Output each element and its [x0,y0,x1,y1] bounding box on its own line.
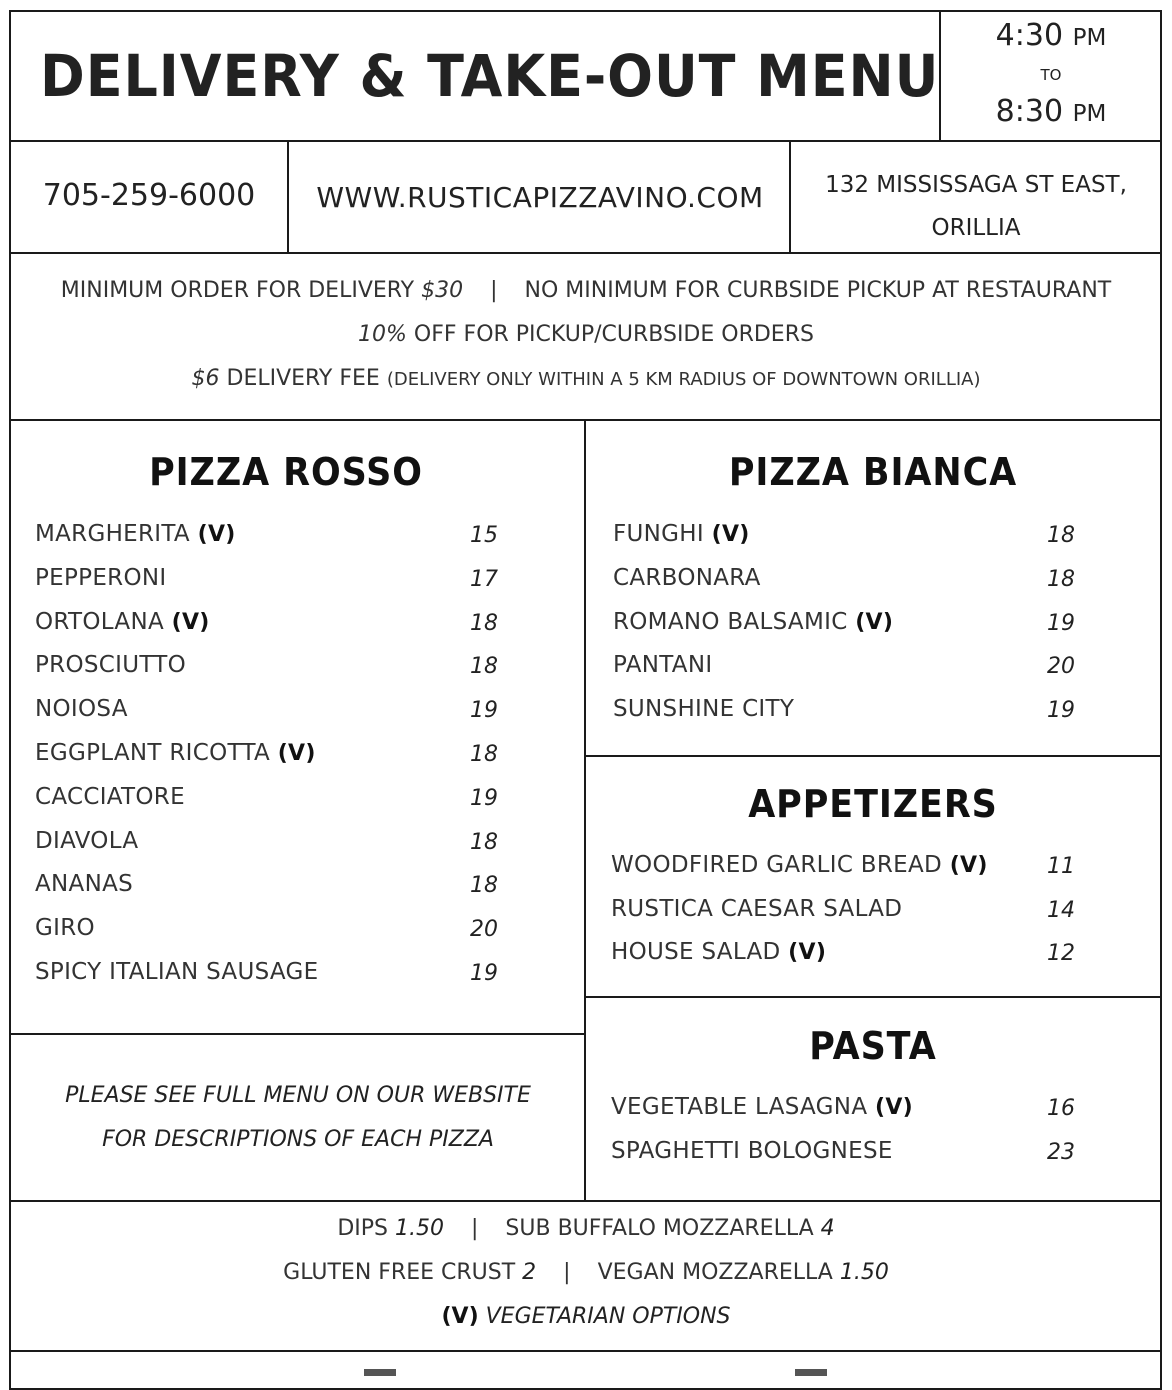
menu-item-price: 18 [470,829,498,855]
divider-appetizers [586,996,1162,998]
menu-item-name: PROSCIUTTO [35,652,187,679]
pizza-rosso-title: PIZZA ROSSO [149,450,423,494]
menu-item [611,1094,913,1120]
menu-item-name: RUSTICA CAESAR SALAD [611,895,903,922]
gluten-label: GLUTEN FREE CRUST [283,1260,516,1285]
menu-item [611,1138,893,1164]
menu-item-price: 19 [470,698,498,724]
vegetarian-tag: (V) [171,609,210,635]
vegetarian-tag: (V) [197,522,236,547]
info-divider: | [490,278,498,303]
fee-note: (DELIVERY ONLY WITHIN A 5 KM RADIUS OF DOWNTOWN ORILLIA) [386,369,981,390]
menu-item [35,565,166,591]
vegetarian-legend [12,1304,1160,1329]
menu-item [35,915,95,941]
menu-note [12,1074,584,1162]
menu-item-name: NOIOSA [35,696,128,723]
divider-contact [9,252,1162,254]
menu-note-line-2: FOR DESCRIPTIONS OF EACH PIZZA [102,1127,494,1152]
hours-end [942,92,1160,134]
hours-start-time: 4:30 [995,18,1064,53]
menu-item-price: 18 [1047,566,1075,592]
menu-item [35,828,138,854]
divider-phone [287,140,289,253]
menu-item-name: ROMANO BALSAMIC [613,608,848,635]
pasta-title: PASTA [809,1024,937,1068]
menu-item-price: 18 [470,742,498,767]
menu-item [613,521,750,547]
min-order-text: MINIMUM ORDER FOR DELIVERY [60,278,415,303]
menu-item-price: 20 [1047,654,1075,680]
fee-amount: $6 [191,366,220,391]
menu-item-name: CARBONARA [613,564,761,591]
vegan-price: 1.50 [839,1260,889,1285]
vegetarian-tag: (V) [788,940,827,965]
menu-item [35,521,236,547]
menu-item-price: 23 [1047,1140,1075,1165]
extras-line-2 [12,1260,1160,1285]
menu-item-name: VEGETABLE LASAGNA [611,1094,868,1120]
hours-start [942,16,1160,58]
menu-item-name: FUNGHI [613,521,704,547]
divider-columns [584,419,586,1201]
menu-item-name: GIRO [35,915,95,942]
bottom-tab-right [795,1369,827,1376]
menu-item [613,609,893,635]
address-line-2: ORILLIA [931,215,1021,241]
hours-start-suffix: PM [1072,25,1107,51]
info-discount [12,322,1160,347]
menu-item [35,784,185,810]
divider-rosso [9,1033,586,1035]
menu-item-name: ORTOLANA [35,608,164,635]
vegan-label: VEGAN MOZZARELLA [597,1260,833,1285]
appetizers-title: APPETIZERS [748,782,998,826]
divider-hours [939,10,941,141]
menu-item-price: 18 [470,654,498,680]
menu-item [35,740,316,766]
divider-header [9,140,1162,142]
menu-item-price: 15 [470,523,498,548]
menu-item-name: HOUSE SALAD [611,939,781,965]
veg-tag: (V) [441,1304,479,1329]
vegetarian-tag: (V) [711,522,750,547]
menu-item [35,871,133,897]
fee-text: DELIVERY FEE [226,366,380,391]
hours-end-time: 8:30 [995,94,1064,129]
divider-bianca [586,755,1162,757]
menu-item-price: 19 [470,785,498,811]
menu-note-line-1: PLEASE SEE FULL MENU ON OUR WEBSITE [65,1083,531,1108]
vegetarian-tag: (V) [874,1095,914,1120]
page-title: DELIVERY & TAKE-OUT MENU [40,42,940,110]
dips-label: DIPS [337,1216,389,1241]
address [792,164,1160,250]
discount-text: OFF FOR PICKUP/CURBSIDE ORDERS [413,322,814,347]
bottom-tab-left [364,1369,396,1376]
menu-item [35,959,319,985]
no-minimum-text: NO MINIMUM FOR CURBSIDE PICKUP AT RESTAURANT [524,278,1112,303]
website-link[interactable]: WWW.RUSTICAPIZZAVINO.COM [316,181,764,214]
menu-item [35,696,128,722]
info-fee [12,366,1160,391]
menu-item-price: 18 [1047,523,1075,548]
extras-divider-2: | [563,1260,571,1285]
menu-item-name: SUNSHINE CITY [613,696,795,723]
divider-footer [9,1350,1162,1352]
menu-item [611,896,902,922]
menu-item-price: 14 [1047,897,1075,923]
menu-item [613,696,794,722]
min-order-amount: $30 [421,278,464,303]
vegetarian-tag: (V) [949,853,988,878]
hours-block [942,16,1160,134]
menu-item-name: ANANAS [35,871,134,898]
extras-line-1 [12,1216,1160,1241]
address-line-1: 132 MISSISSAGA ST EAST, [825,172,1127,198]
pizza-bianca-title: PIZZA BIANCA [728,450,1018,494]
vegetarian-tag: (V) [855,609,894,635]
menu-item-name: EGGPLANT RICOTTA [35,740,271,766]
menu-item [35,609,210,635]
menu-item-price: 19 [1047,610,1075,636]
menu-item-price: 16 [1047,1096,1075,1121]
menu-item-price: 11 [1047,854,1075,879]
menu-item-name: MARGHERITA [35,521,190,547]
veg-text: VEGETARIAN OPTIONS [485,1304,731,1329]
menu-item-price: 17 [470,566,498,592]
menu-item-price: 19 [470,961,498,986]
hours-to: TO [1040,66,1062,84]
buffalo-price: 4 [820,1216,835,1241]
menu-item-price: 18 [470,610,498,636]
menu-item-price: 20 [470,917,498,943]
menu-item-name: SPICY ITALIAN SAUSAGE [35,959,319,985]
vegetarian-tag: (V) [277,741,316,766]
menu-item-name: PANTANI [613,652,713,679]
menu-item [611,852,988,878]
extras-divider-1: | [471,1216,479,1241]
menu-item-price: 12 [1047,941,1075,966]
menu-item [35,652,186,678]
menu-item-name: CACCIATORE [35,783,185,810]
info-minimum [12,278,1160,303]
buffalo-label: SUB BUFFALO MOZZARELLA [505,1216,814,1241]
menu-item [613,652,712,678]
discount-pct: 10% [358,322,407,347]
menu-item-price: 19 [1047,698,1075,724]
menu-item-name: WOODFIRED GARLIC BREAD [611,852,943,878]
hours-end-suffix: PM [1072,101,1107,127]
menu-item-price: 18 [470,873,498,899]
menu-item-name: DIAVOLA [35,827,139,854]
dips-price: 1.50 [395,1216,444,1241]
menu-item [613,565,761,591]
menu-item-name: SPAGHETTI BOLOGNESE [611,1138,893,1164]
gluten-price: 2 [522,1260,537,1285]
menu-item [611,939,826,965]
menu-item-name: PEPPERONI [35,564,167,591]
phone-number[interactable]: 705-259-6000 [42,178,256,213]
